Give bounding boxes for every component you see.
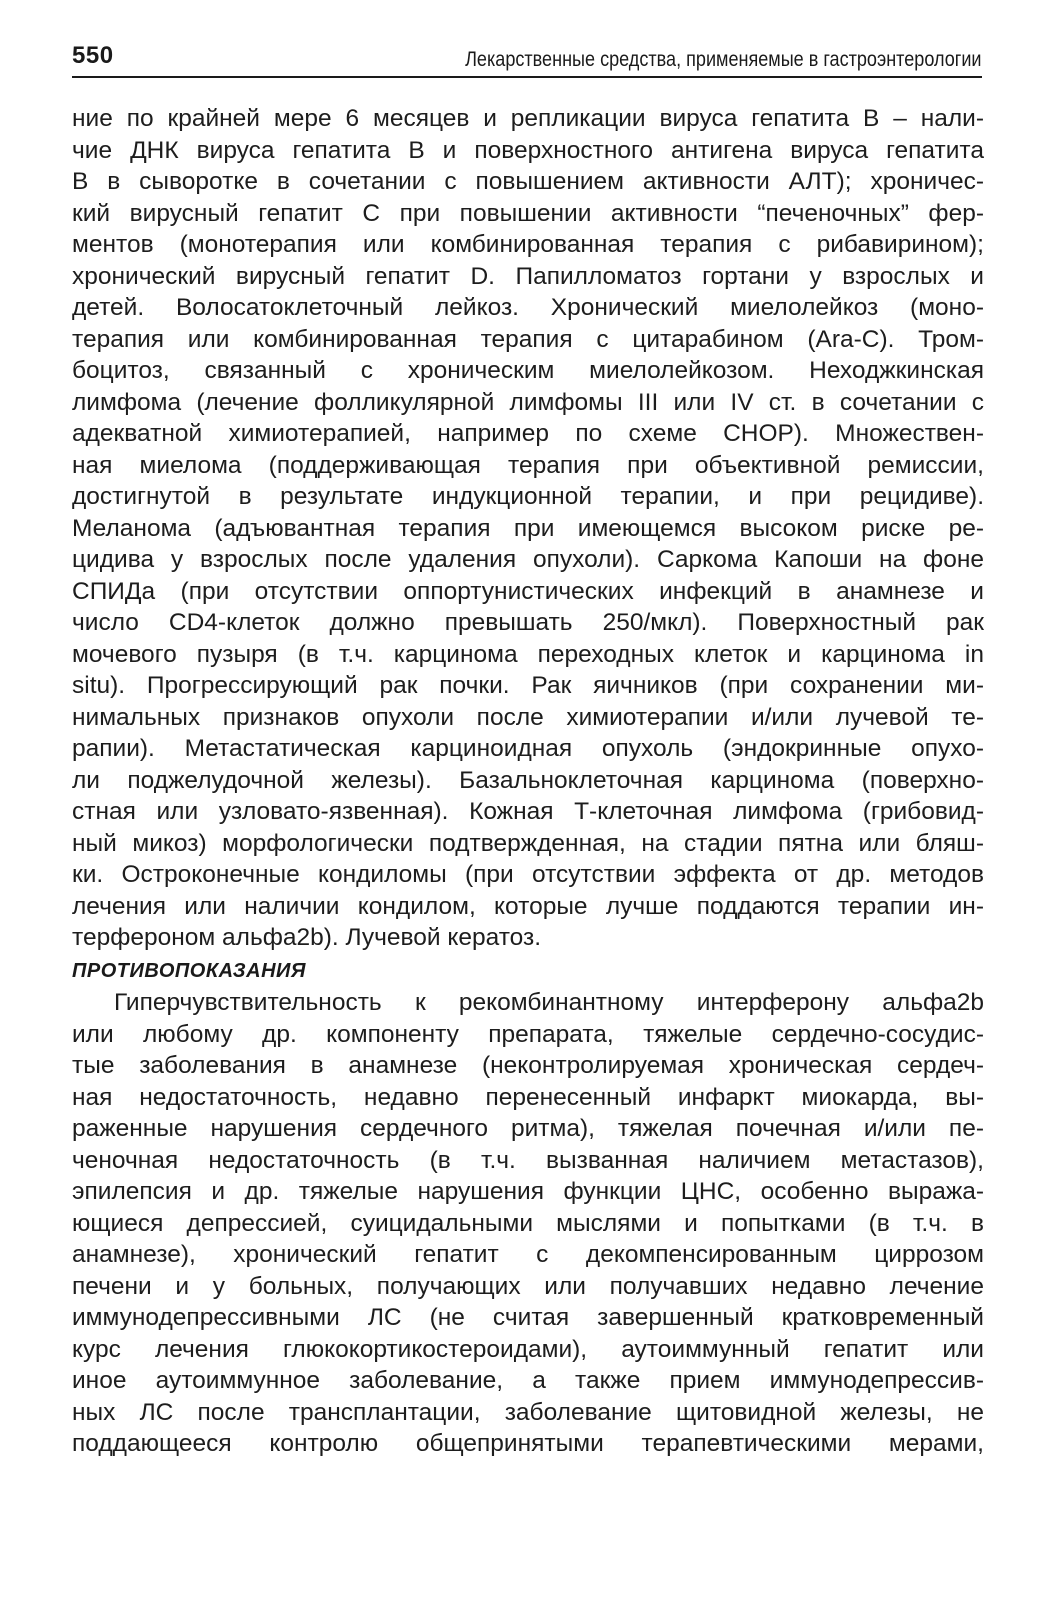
text-line: ли поджелудочной железы). Базальноклеточная карцинома (поверхно- (72, 766, 984, 794)
text-line: лечения или наличии кондилом, которые лучше поддаются терапии ин- (72, 892, 984, 920)
text-line: ная миелома (поддерживающая терапия при объективной ремиссии, (72, 451, 984, 479)
text-line: цидива у взрослых после удаления опухоли). Саркома Капоши на фоне (72, 546, 984, 573)
text-line: иммунодепрессивными ЛС (не считая завершенный кратковременный (72, 1304, 984, 1331)
text-line: мочевого пузыря (в т.ч. карцинома переходных клеток и карцинома in (72, 640, 984, 668)
text-line: терапия или комбинированная терапия с цитарабином (Ara-C). Тром- (72, 325, 984, 353)
text-line: или любому др. компоненту препарата, тяжелые сердечно-сосудис- (72, 1020, 984, 1048)
text-line: раженные нарушения сердечного ритма), тяжелая почечная и/или пе- (72, 1115, 984, 1142)
text-line: ментов (монотерапия или комбинированная терапия с рибавирином); (72, 231, 984, 258)
text-line: анамнезе), хронический гепатит с декомпенсированным циррозом (72, 1241, 984, 1268)
text-line: situ). Прогрессирующий рак почки. Рак яичников (при сохранении ми- (72, 672, 984, 699)
section-heading-contraindications: ПРОТИВОПОКАЗАНИЯ (72, 959, 307, 982)
text-line: Гиперчувствительность к рекомбинантному интерферону альфа2b (114, 989, 984, 1016)
text-line: В в сыворотке в сочетании с повышением активности АЛТ); хроничес- (72, 168, 984, 195)
header-rule (72, 76, 982, 78)
text-line: ченочная недостаточность (в т.ч. вызванная наличием метастазов), (72, 1146, 984, 1174)
text-line: ный микоз) морфологически подтвержденная, на стадии пятна или бляш- (72, 829, 984, 857)
page-number: 550 (72, 42, 114, 69)
text-line: чие ДНК вируса гепатита В и поверхностного антигена вируса гепатита (72, 136, 984, 164)
text-line: хронический вирусный гепатит D. Папилломатоз гортани у взрослых и (72, 262, 984, 290)
text-line: детей. Волосатоклеточный лейкоз. Хронический миелолейкоз (моно- (72, 294, 984, 321)
text-line: поддающееся контролю общепринятыми терапевтическими мерами, (72, 1430, 984, 1457)
text-line: эпилепсия и др. тяжелые нарушения функции ЦНС, особенно выража- (72, 1178, 984, 1205)
text-line: нимальных признаков опухоли после химиотерапии и/или лучевой те- (72, 703, 984, 731)
text-line: достигнутой в результате индукционной терапии, и при рецидиве). (72, 483, 984, 510)
body-text (72, 103, 984, 1460)
text-line: ние по крайней мере 6 месяцев и репликации вируса гепатита В – нали- (72, 105, 984, 132)
text-line: терфероном альфа2b). Лучевой кератоз. (72, 924, 542, 951)
text-line: стная или узловато-язвенная). Кожная Т-клеточная лимфома (грибовид- (72, 798, 984, 825)
text-line: печени и у больных, получающих или получавших недавно лечение (72, 1272, 984, 1300)
text-line: боцитоз, связанный с хроническим миелолейкозом. Неходжкинская (72, 357, 984, 384)
text-line: ки. Остроконечные кондиломы (при отсутствии эффекта от др. методов (72, 861, 984, 888)
text-line: Меланома (адъювантная терапия при имеющемся высоком риске ре- (72, 514, 984, 542)
text-line: курс лечения глюкокортикостероидами), аутоиммунный гепатит или (72, 1335, 984, 1363)
text-line: иное аутоиммунное заболевание, а также прием иммунодепрессив- (72, 1367, 984, 1394)
text-line: СПИДа (при отсутствии оппортунистических инфекций в анамнезе и (72, 577, 984, 605)
page-header (72, 38, 982, 82)
text-line: кий вирусный гепатит С при повышении активности “печеночных” фер- (72, 199, 984, 227)
running-title: Лекарственные средства, применяемые в гастроэнтерологии (465, 48, 982, 71)
text-line: рапии). Метастатическая карциноидная опухоль (эндокринные опухо- (72, 735, 984, 762)
text-line: ная недостаточность, недавно перенесенный инфаркт миокарда, вы- (72, 1083, 984, 1111)
text-line: лимфома (лечение фолликулярной лимфомы III или IV ст. в сочетании с (72, 388, 984, 416)
text-line: адекватной химиотерапией, например по схеме CHOP). Множествен- (72, 420, 984, 447)
text-line: ных ЛС после трансплантации, заболевание щитовидной железы, не (72, 1398, 984, 1426)
text-line: число CD4-клеток должно превышать 250/мкл). Поверхностный рак (72, 609, 984, 636)
text-line: тые заболевания в анамнезе (неконтролируемая хроническая сердеч- (72, 1052, 984, 1079)
text-line: ющиеся депрессией, суицидальными мыслями и попытками (в т.ч. в (72, 1209, 984, 1237)
